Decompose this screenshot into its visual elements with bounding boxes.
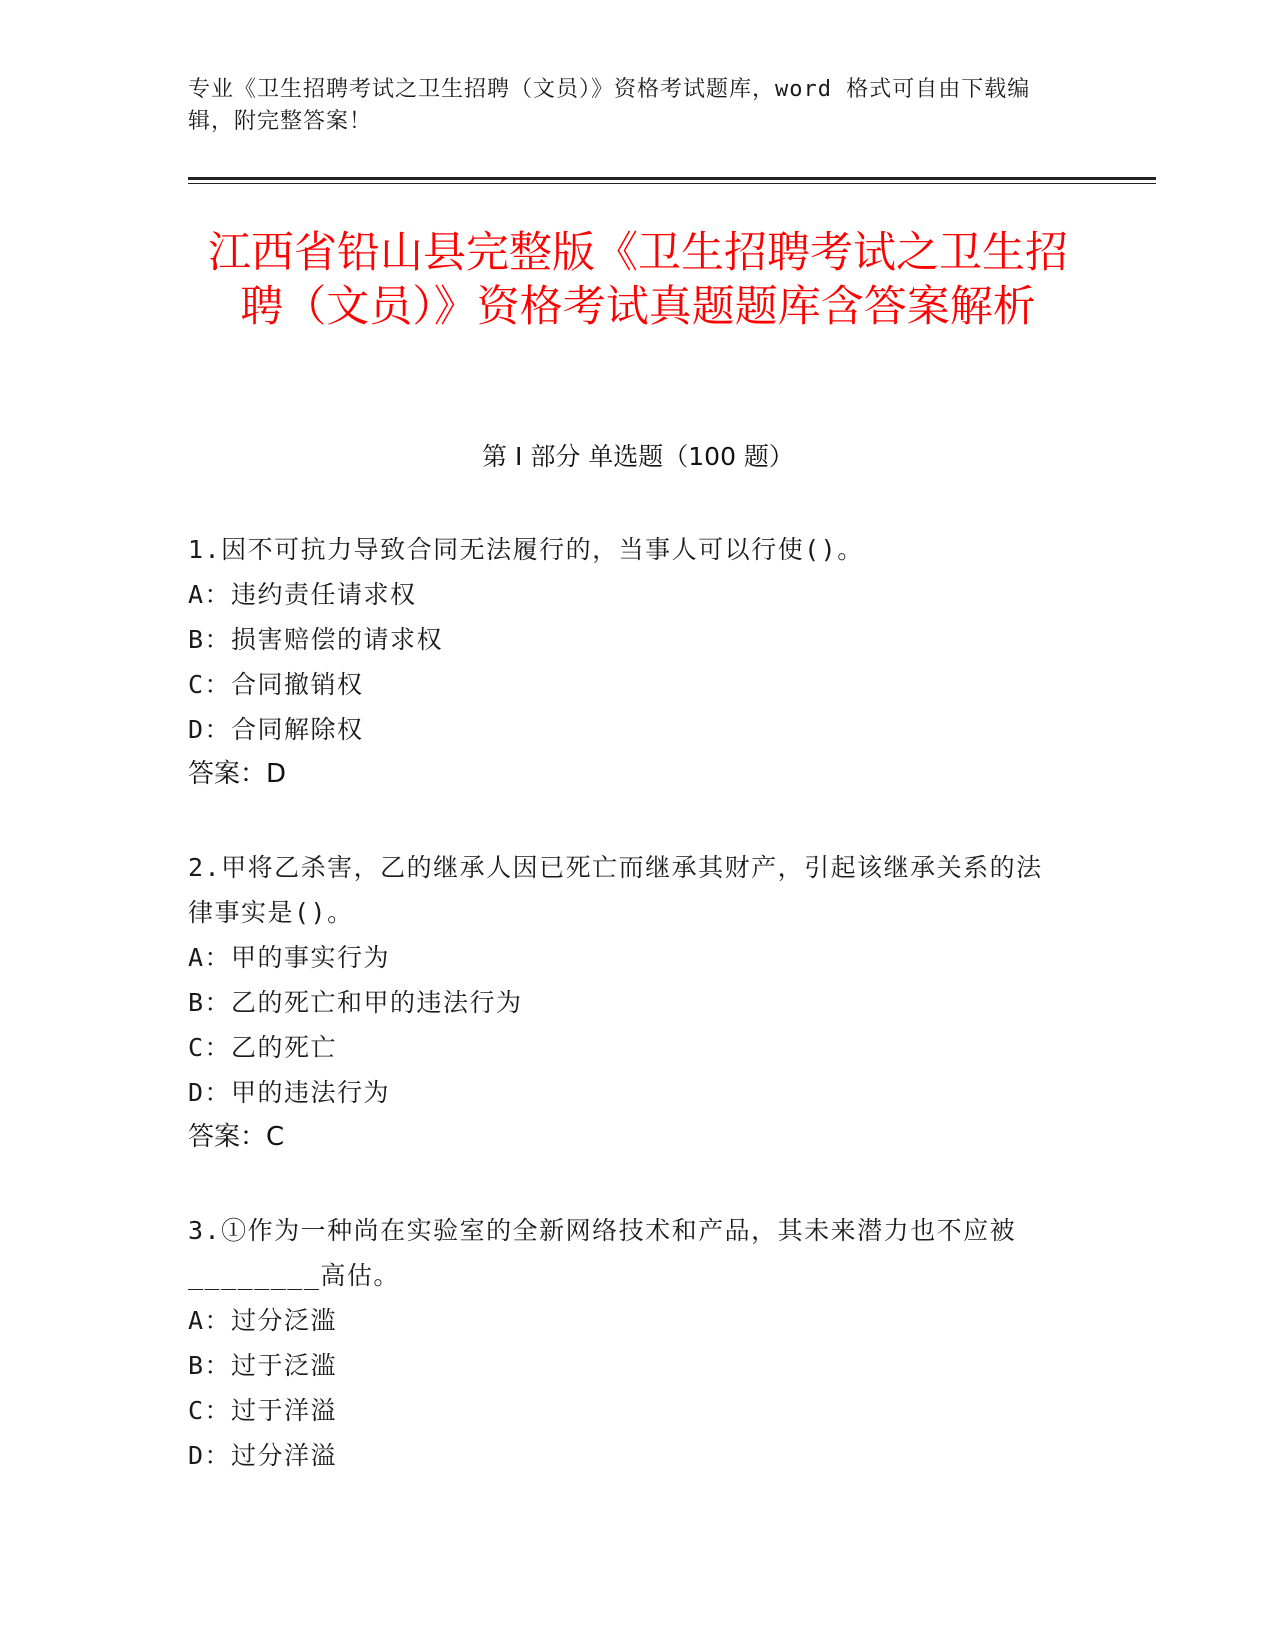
- option-d: D：合同解除权: [188, 715, 364, 744]
- header-divider: [188, 177, 1156, 180]
- option-a: A：过分泛滥: [188, 1306, 338, 1335]
- question-2: [188, 845, 1068, 1160]
- answer: 答案：C: [188, 1122, 285, 1152]
- question-1: [188, 527, 1068, 797]
- option-c: C：乙的死亡: [188, 1033, 338, 1062]
- header-note: 专业《卫生招聘考试之卫生招聘（文员）》资格考试题库，word 格式可自由下载编辑，附完整答案！: [188, 77, 1031, 134]
- question-stem: 1.因不可抗力导致合同无法履行的，当事人可以行使()。: [188, 535, 864, 564]
- option-b: B：损害赔偿的请求权: [188, 625, 444, 654]
- option-b: B：过于泛滥: [188, 1351, 338, 1380]
- document-title: 江西省铅山县完整版《卫生招聘考试之卫生招聘（文员）》资格考试真题题库含答案解析: [208, 228, 1068, 332]
- answer: 答案：D: [188, 759, 287, 789]
- option-d: D：过分洋溢: [188, 1441, 338, 1470]
- header-divider-thin: [188, 183, 1156, 184]
- section-title: 第 I 部分 单选题（100 题）: [482, 442, 794, 471]
- option-c: C：合同撤销权: [188, 670, 364, 699]
- option-a: A：违约责任请求权: [188, 580, 417, 609]
- option-c: C：过于洋溢: [188, 1396, 338, 1425]
- question-3: [188, 1208, 1068, 1478]
- option-a: A：甲的事实行为: [188, 943, 391, 972]
- question-stem: 2.甲将乙杀害，乙的继承人因已死亡而继承其财产，引起该继承关系的法律事实是()。: [188, 853, 1043, 927]
- option-b: B：乙的死亡和甲的违法行为: [188, 988, 523, 1017]
- option-d: D：甲的违法行为: [188, 1078, 391, 1107]
- question-stem: 3.①作为一种尚在实验室的全新网络技术和产品，其未来潜力也不应被________高估。: [188, 1216, 1017, 1290]
